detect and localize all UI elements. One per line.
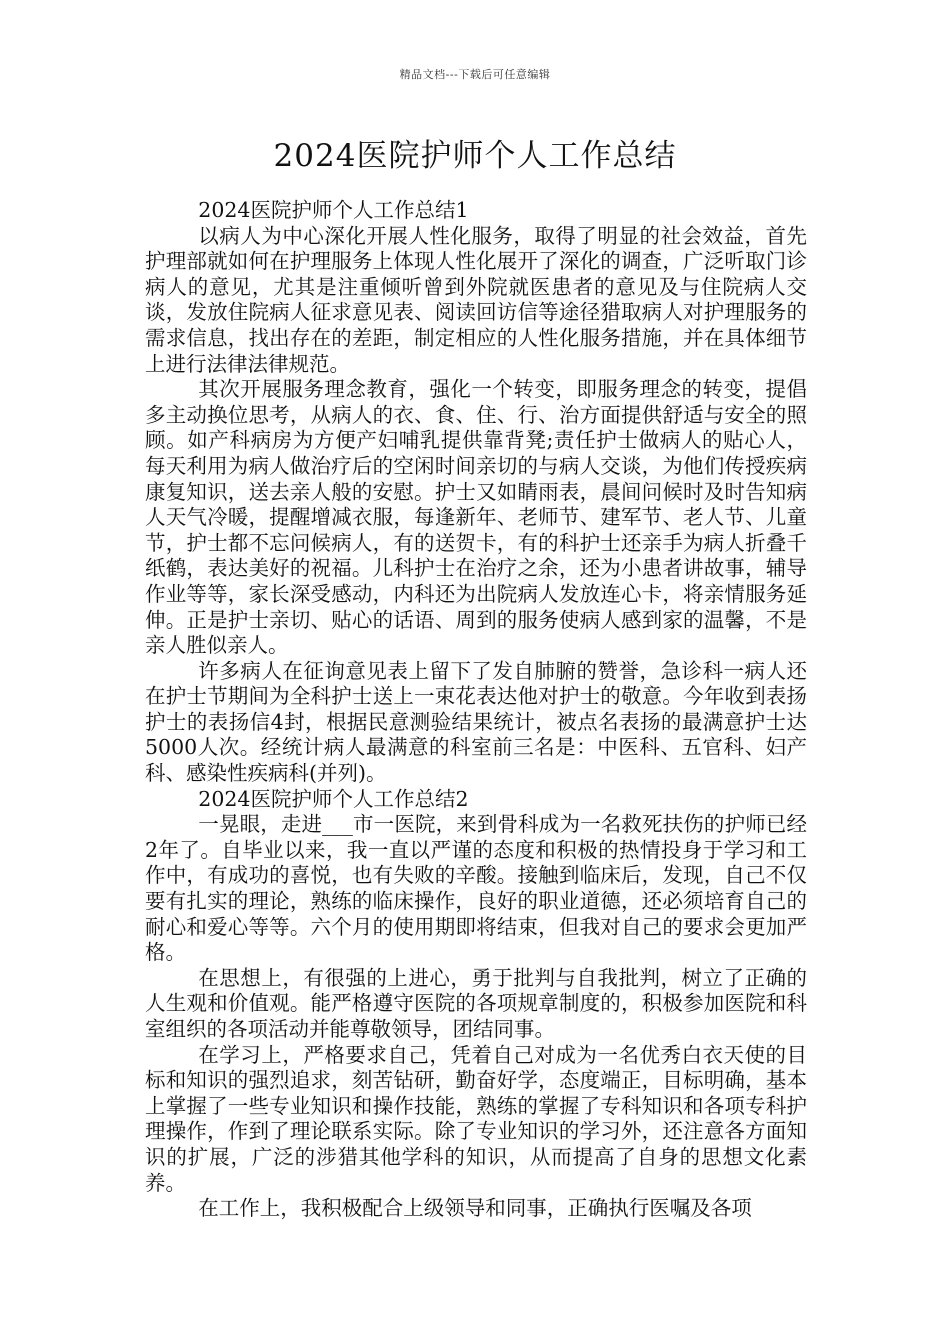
section-heading-1: 2024医院护师个人工作总结1: [198, 198, 469, 222]
section-heading-2: 2024医院护师个人工作总结2: [198, 786, 469, 811]
paragraph: 在工作上，我积极配合上级领导和同事，正确执行医嘱及各项: [198, 1196, 752, 1221]
header-note: 精品文档---下载后可任意编辑: [399, 68, 551, 81]
paragraph: 其次开展服务理念教育，强化一个转变，即服务理念的转变，提倡多主动换位思考，从病人的衣、食、住、行、治方面提供舒适与安全的照顾。如产科病房为方便产妇哺乳提供靠背凳;责任护士做病人的贴心人，每天利用为病人做治疗后的空闲时间亲切的与病人交谈，为他们传授疾病康复知识，送去亲人般的安慰。护士又如睛雨表，晨间问候时及时告知病人天气冷暖，提醒增减衣服，每逢新年、老师节、建军节、老人节、儿童节，护士都不忘问候病人，有的送贺卡，有的科护士还亲手为病人折叠千纸鹤，表达美好的祝福。儿科护士在治疗之余，还为小患者讲故事，辅导作业等等，家长深受感动，内科还为出院病人发放连心卡，将亲情服务延伸。正是护士亲切、贴心的话语、周到的服务使病人感到家的温馨，不是亲人胜似亲人。: [145, 377, 807, 658]
paragraph: 以病人为中心深化开展人性化服务，取得了明显的社会效益，首先护理部就如何在护理服务上体现人性化展开了深化的调查，广泛听取门诊病人的意见，尤其是注重倾听曾到外院就医患者的意见及与住院病人交谈，发放住院病人征求意见表、阅读回访信等途径猎取病人对护理服务的需求信息，找出存在的差距，制定相应的人性化服务措施，并在具体细节上进行法律法律规范。: [145, 223, 807, 376]
document-body: [145, 198, 807, 1222]
paragraph: 许多病人在征询意见表上留下了发自肺腑的赞誉，急诊科一病人还在护士节期间为全科护士送上一束花表达他对护士的敬意。今年收到表扬护士的表扬信4封，根据民意测验结果统计，被点名表扬的最满意护士达5000人次。经统计病人最满意的科室前三名是：中医科、五官科、妇产科、感染性疾病科(并列)。: [145, 658, 807, 786]
paragraph: 在思想上，有很强的上进心，勇于批判与自我批判，树立了正确的人生观和价值观。能严格遵守医院的各项规章制度的，积极参加医院和科室组织的各项活动并能尊敬领导，团结同事。: [145, 965, 807, 1041]
paragraph: 在学习上，严格要求自己，凭着自己对成为一名优秀白衣天使的目标和知识的强烈追求，刻苦钻研，勤奋好学，态度端正，目标明确，基本上掌握了一些专业知识和操作技能，熟练的掌握了专科知识和各项专科护理操作，作到了理论联系实际。除了专业知识的学习外，还注意各方面知识的扩展，广泛的涉猎其他学科的知识，从而提高了自身的思想文化素养。: [145, 1042, 807, 1195]
document-title: 2024医院护师个人工作总结: [273, 138, 677, 174]
paragraph: 一晃眼，走进___市一医院，来到骨科成为一名救死扶伤的护师已经2年了。自毕业以来，我一直以严谨的态度和积极的热情投身于学习和工作中，有成功的喜悦，也有失败的辛酸。接触到临床后，发现，自己不仅要有扎实的理论，熟练的临床操作，良好的职业道德，还必须培育自己的耐心和爱心等等。六个月的使用期即将结束，但我对自己的要求会更加严格。: [145, 812, 807, 965]
